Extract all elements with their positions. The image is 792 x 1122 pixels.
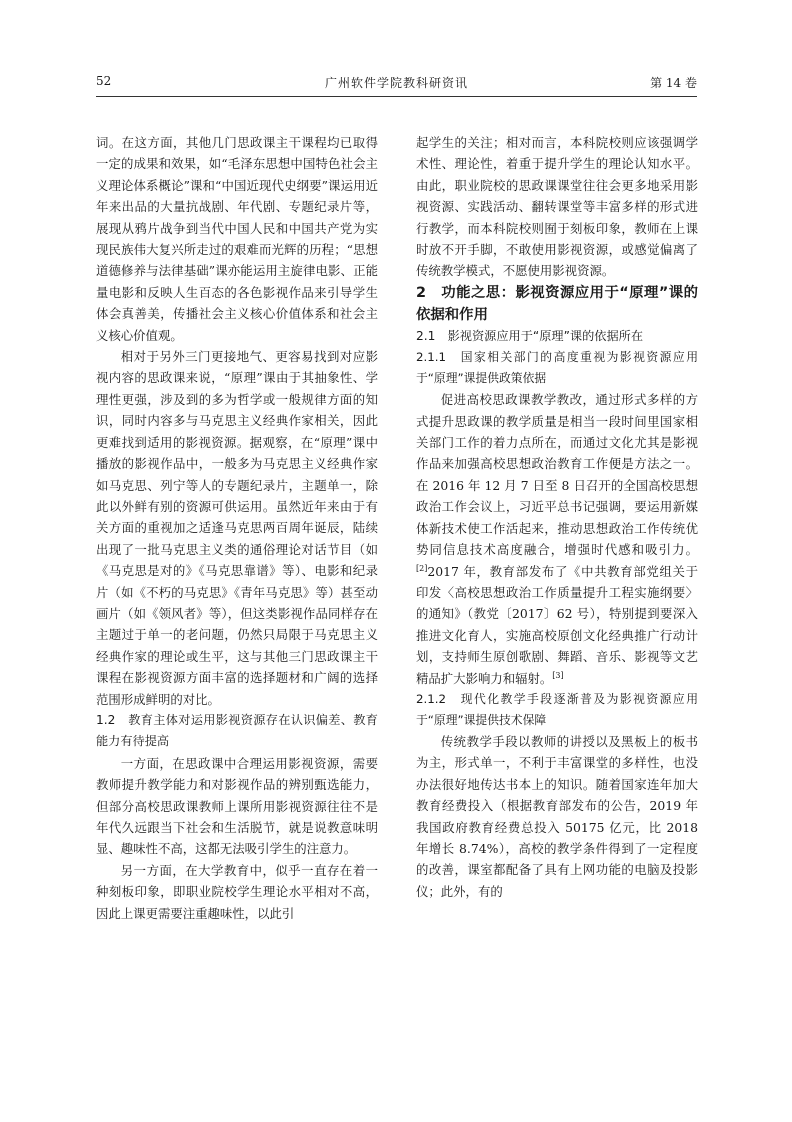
page-number: 52 <box>96 74 112 88</box>
paragraph-text: 促进高校思政课教学教改，通过形式多样的方式提升思政课的教学质量是相当一段时间里国家相关部门工作的着力点所在，而通过文化尤其是影视作品来加强高校思想政治教育工作便是方法之一。在 2016 年 12 月 7 日至 8 日召开的全国高校思想政治工作会议上，习近平总书记强调，要运用新媒体新技术使工作活起来，推动思想政治工作传统优势同信息技术高度融合，增强时代感和吸引力。 <box>416 392 698 558</box>
paragraph-text: 2017 年，教育部发布了《中共教育部党组关于印发〈高校思想政治工作质量提升工程实施纲要〉的通知》（教党〔2017〕62 号），特别提到要深入推进文化育人，实施高校原创文化经典推广行动计划，支持师生原创歌剧、舞蹈、音乐、影视等文艺精品扩大影响力和辐射。 <box>416 563 698 686</box>
journal-title: 广州软件学院教科研资讯 <box>324 76 468 90</box>
subsection-heading-1-2: 1.2 教育主体对运用影视资源存在认识偏差、教育能力有待提高 <box>96 712 378 749</box>
paragraph: 相对于另外三门更接地气、更容易找到对应影视内容的思政课来说，“原理”课由于其抽象性、学理性更强，涉及到的多为哲学或一般规律方面的知识，同时内容多与马克思主义经典作家相关，因此更难找到适用的影视资源。据观察，在“原理”课中播放的影视作品中，一般多为马克思主义经典作家如马克思、列宁等人的专题纪录片，主题单一，除此以外鲜有别的资源可供运用。虽然近年来由于有关方面的重视加之适逢马克思两百周年诞辰，陆续出现了一批马克思主义类的通俗理论对话节目（如《马克思是对的》《马克思靠谱》等）、电影和纪录片（如《不朽的马克思》《青年马克思》等）甚至动画片（如《领风者》等），但这类影视作品同样存在主题过于单一的老问题，仍然只局限于马克思主义经典作家的理论或生平，这与其他三门思政课主干课程在影视资源方面丰富的选择题材和广阔的选择范围形成鲜明的对比。 <box>96 349 378 707</box>
volume-label: 第 14 卷 <box>650 76 697 90</box>
running-header <box>96 72 697 97</box>
paragraph: 起学生的关注；相对而言，本科院校则应该强调学术性、理论性，着重于提升学生的理论认知水平。由此，职业院校的思政课课堂往往会更多地采用影视资源、实践活动、翻转课堂等丰富多样的形式进行教学，而本科院校则囿于刻板印象，教师在上课时放不开手脚，不敢使用影视资源，或感觉偏离了传统教学模式，不愿使用影视资源。 <box>416 135 698 279</box>
subsubsection-heading-2-1-2: 2.1.2 现代化教学手段逐渐普及为影视资源应用于“原理”课提供技术保障 <box>416 691 698 727</box>
paragraph: 另一方面，在大学教育中，似乎一直存在着一种刻板印象，即职业院校学生理论水平相对不高，因此上课更需要注重趣味性，以此引 <box>96 862 378 921</box>
subsubsection-heading-2-1-1: 2.1.1 国家相关部门的高度重视为影视资源应用于“原理”课提供政策依据 <box>416 350 698 386</box>
right-column <box>416 132 698 902</box>
paragraph: 词。在这方面，其他几门思政课主干课程均已取得一定的成果和效果，如“毛泽东思想中国特色社会主义理论体系概论”课和“中国近现代史纲要”课运用近年来出品的大量抗战剧、年代剧、专题纪录片等，展现从鸦片战争到当代中国人民和中国共产党为实现民族伟大复兴所走过的艰难而光辉的历程；“思想道德修养与法律基础”课亦能运用主旋律电影、正能量电影和反映人生百态的各色影视作品来引导学生体会真善美，传播社会主义核心价值体系和社会主义核心价值观。 <box>96 135 378 343</box>
section-heading-2: 2 功能之思：影视资源应用于“原理”课的依据和作用 <box>416 284 698 323</box>
paragraph <box>416 389 698 689</box>
left-column <box>96 132 378 924</box>
citation-ref[interactable]: [2] <box>416 563 428 573</box>
paragraph: 一方面，在思政课中合理运用影视资源，需要教师提升教学能力和对影视作品的辨别甄选能力，但部分高校思政课教师上课所用影视资源往往不是年代久远跟当下社会和生活脱节，就是说教意味明显、趣味性不高，这都无法吸引学生的注意力。 <box>96 755 378 857</box>
citation-ref[interactable]: [3] <box>552 670 564 680</box>
subsection-heading-2-1: 2.1 影视资源应用于“原理”课的依据所在 <box>416 328 644 343</box>
paragraph: 传统教学手段以教师的讲授以及黑板上的板书为主，形式单一，不利于丰富课堂的多样性，也没办法很好地传达书本上的知识。随着国家连年加大教育经费投入（根据教育部发布的公告，2019 年我国政府教育经费总投入 50175 亿元，比 2018 年增长 8.74%），高校的教学条件得到了一定程度的改善，课室都配备了具有上网功能的电脑及投影仪；此外，有的 <box>416 733 698 899</box>
